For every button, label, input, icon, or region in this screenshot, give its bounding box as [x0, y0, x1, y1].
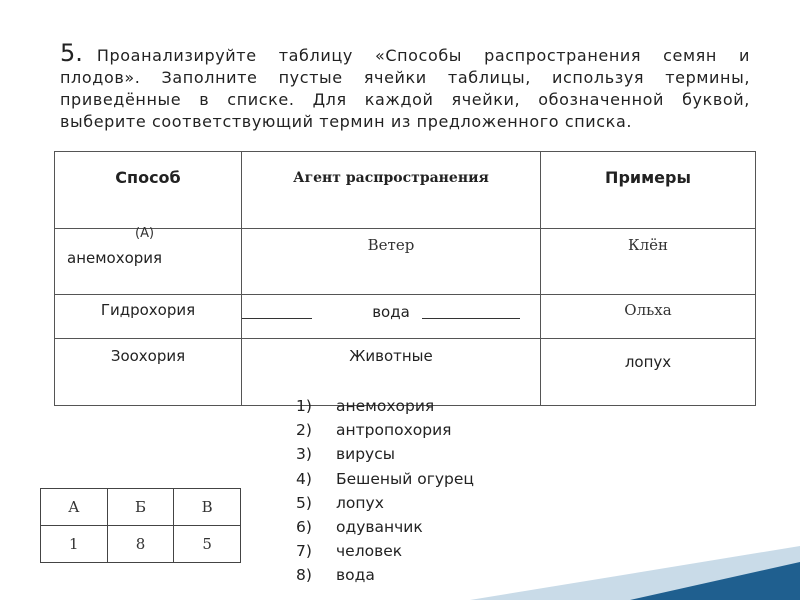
- seed-dispersal-table: [54, 151, 756, 406]
- task-number: 5.: [60, 39, 83, 67]
- cell-method-text: анемохория: [67, 249, 163, 267]
- list-item: 4) Бешеный огурец: [296, 469, 474, 488]
- task-instruction: Проанализируйте таблицу «Способы распространения семян и плодов». Заполните пустые ячейки таблицы, используя термины, приведённые в списке. Для каждой ячейки, обозначенной буквой, выберите соответствующий термин из предложенного списка.: [60, 46, 750, 131]
- answer-value-v: 5: [174, 526, 241, 563]
- answer-values-row: [41, 526, 241, 563]
- cell-agent: Ветер: [242, 229, 541, 295]
- answer-table: [40, 488, 241, 563]
- list-item: 3) вирусы: [296, 445, 395, 464]
- cell-method: [55, 226, 242, 295]
- answer-header-b: Б: [107, 489, 174, 526]
- header-examples: Примеры: [541, 152, 756, 229]
- header-method: Способ: [55, 152, 242, 229]
- table-row: [55, 229, 756, 295]
- list-item: 7) человек: [296, 542, 403, 561]
- answer-header-row: [41, 489, 241, 526]
- answer-value-b: 8: [107, 526, 174, 563]
- slide-corner-decoration: [300, 540, 800, 600]
- answer-underline: [422, 318, 520, 319]
- cell-agent: Животные: [242, 339, 541, 406]
- cell-example: Клён: [541, 229, 756, 295]
- answer-underline: [242, 318, 312, 319]
- list-item: 8) вода: [296, 566, 375, 585]
- task-text-block: [60, 39, 750, 133]
- answer-value-a: 1: [41, 526, 108, 563]
- cell-agent-text: вода: [372, 303, 410, 321]
- list-item: 2) антропохория: [296, 421, 452, 440]
- cell-example: лопух: [541, 339, 756, 406]
- list-item: 6) одуванчик: [296, 518, 423, 537]
- cell-method: Гидрохория: [55, 295, 242, 339]
- answer-header-v: В: [174, 489, 241, 526]
- table-header-row: [55, 152, 756, 229]
- header-agent: Агент распространения: [242, 152, 541, 229]
- list-item: 1) анемохория: [296, 397, 435, 415]
- cell-example: Ольха: [541, 295, 756, 339]
- answer-header-a: А: [41, 489, 108, 526]
- cell-method: Зоохория: [55, 339, 242, 406]
- list-item: 5) лопух: [296, 493, 384, 512]
- cell-letter-mark: (А): [135, 226, 155, 241]
- table-row: [55, 295, 756, 339]
- cell-agent: [242, 295, 541, 339]
